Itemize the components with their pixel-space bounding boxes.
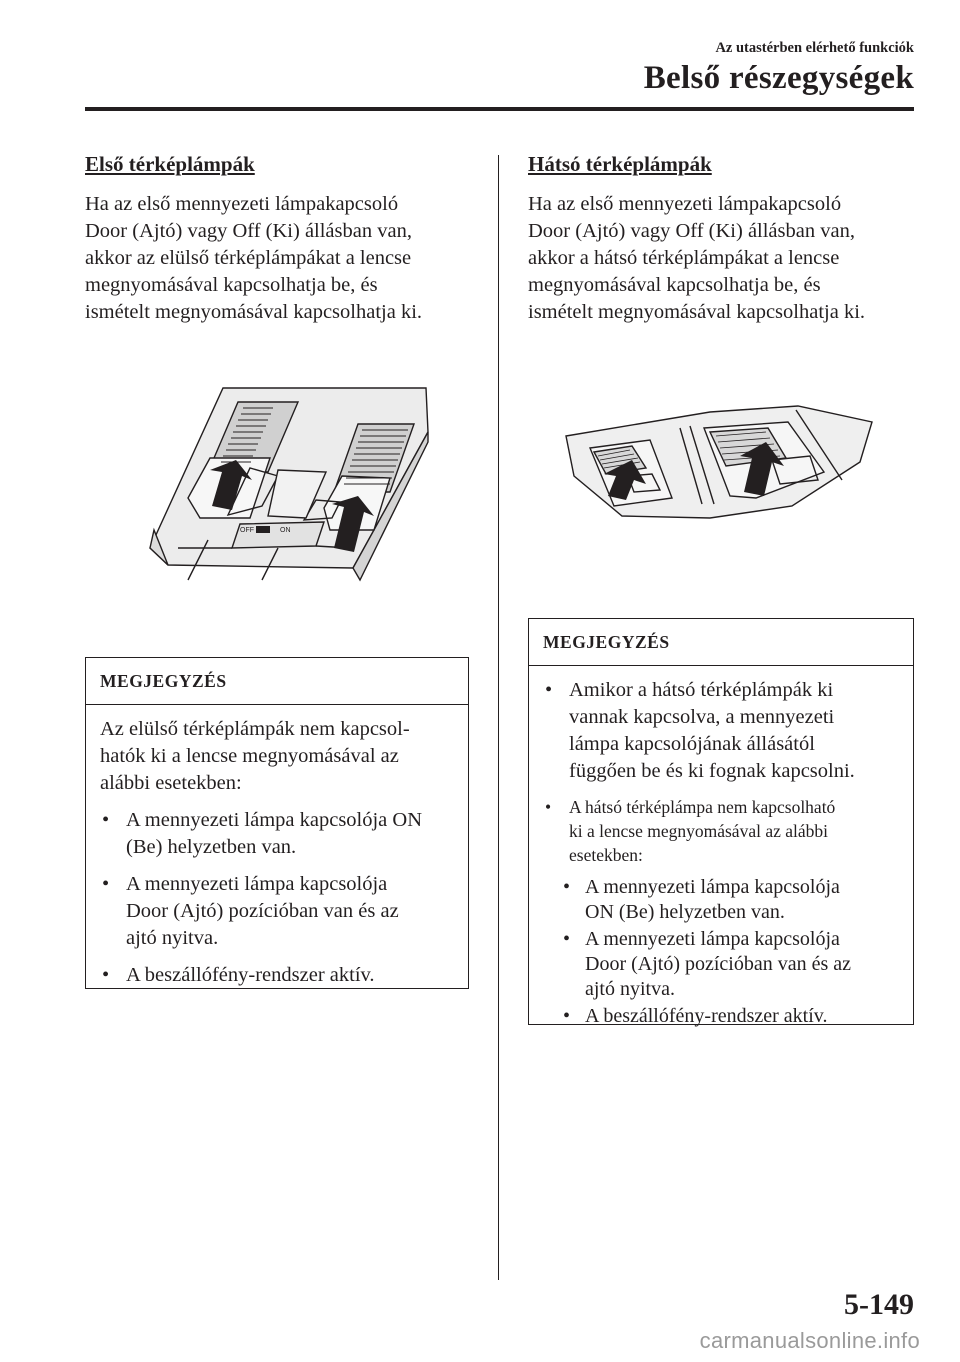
note-item-1: • Amikor a hátsó térképlámpák ki vannak kapcsolva, a mennyezeti lámpa kapcsolójának állásától függően be és ki fognak kapcsolni. [545, 679, 855, 782]
note-intro: Az elülső térképlámpák nem kapcsol- hatók ki a lencse megnyomásával az alábbi esetekben: [100, 718, 410, 794]
switch-on-label: ON [280, 527, 291, 534]
switch-knob [256, 526, 270, 533]
front-map-lamp-illustration [128, 380, 438, 590]
watermark-text: carmanualsonline.info [699, 1328, 920, 1353]
section-title-rear-map-lamps: Hátsó térképlámpák [528, 152, 712, 176]
note-body [86, 705, 468, 1013]
front-map-lamps-text: Ha az első mennyezeti lámpakapcsoló Door (Ajtó) vagy Off (Ki) állásban van, akkor az elülső térképlámpákat a lencse megnyomásával kapcsolhatja be, és ismételt megnyomásával kapcsolhatja ki. [85, 193, 423, 323]
note-sub-item-1: • A mennyezeti lámpa kapcsolója ON (Be) helyzetben van. [563, 876, 840, 923]
note-heading: MEGJEGYZÉS [86, 658, 468, 705]
right-column [528, 152, 918, 326]
note-item-2: • A hátsó térképlámpa nem kapcsolható ki a lencse megnyomásával az alábbi esetekben: [545, 797, 836, 865]
note-item-3: • A beszállófény-rendszer aktív. [102, 964, 375, 986]
left-note-box [85, 657, 469, 989]
running-header-kicker: Az utastérben elérhető funkciók [715, 40, 914, 56]
page-number: 5-149 [844, 1288, 914, 1321]
note-body [529, 666, 913, 1045]
column-divider [498, 155, 499, 1280]
section-title-front-map-lamps: Első térképlámpák [85, 152, 255, 176]
left-column [85, 152, 475, 326]
switch-off-label: OFF [240, 527, 254, 534]
note-sub-item-3: • A beszállófény-rendszer aktív. [563, 1005, 828, 1027]
rear-map-lamps-text: Ha az első mennyezeti lámpakapcsoló Door (Ajtó) vagy Off (Ki) állásban van, akkor a hátsó térképlámpákat a lencse megnyomásával kapcsolhatja be, és ismételt megnyomásával kapcsolhatja ki. [528, 193, 866, 323]
rear-map-lamp-illustration [560, 400, 890, 530]
note-item-2: • A mennyezeti lámpa kapcsolója Door (Ajtó) pozícióban van és az ajtó nyitva. [102, 873, 399, 949]
running-header-title: Belső részegységek [643, 60, 914, 96]
note-heading: MEGJEGYZÉS [529, 619, 913, 666]
note-item-1: • A mennyezeti lámpa kapcsolója ON (Be) helyzetben van. [102, 809, 423, 858]
note-sub-item-2: • A mennyezeti lámpa kapcsolója Door (Ajtó) pozícióban van és az ajtó nyitva. [563, 928, 852, 1000]
right-note-box [528, 618, 914, 1025]
header-rule [85, 107, 914, 111]
